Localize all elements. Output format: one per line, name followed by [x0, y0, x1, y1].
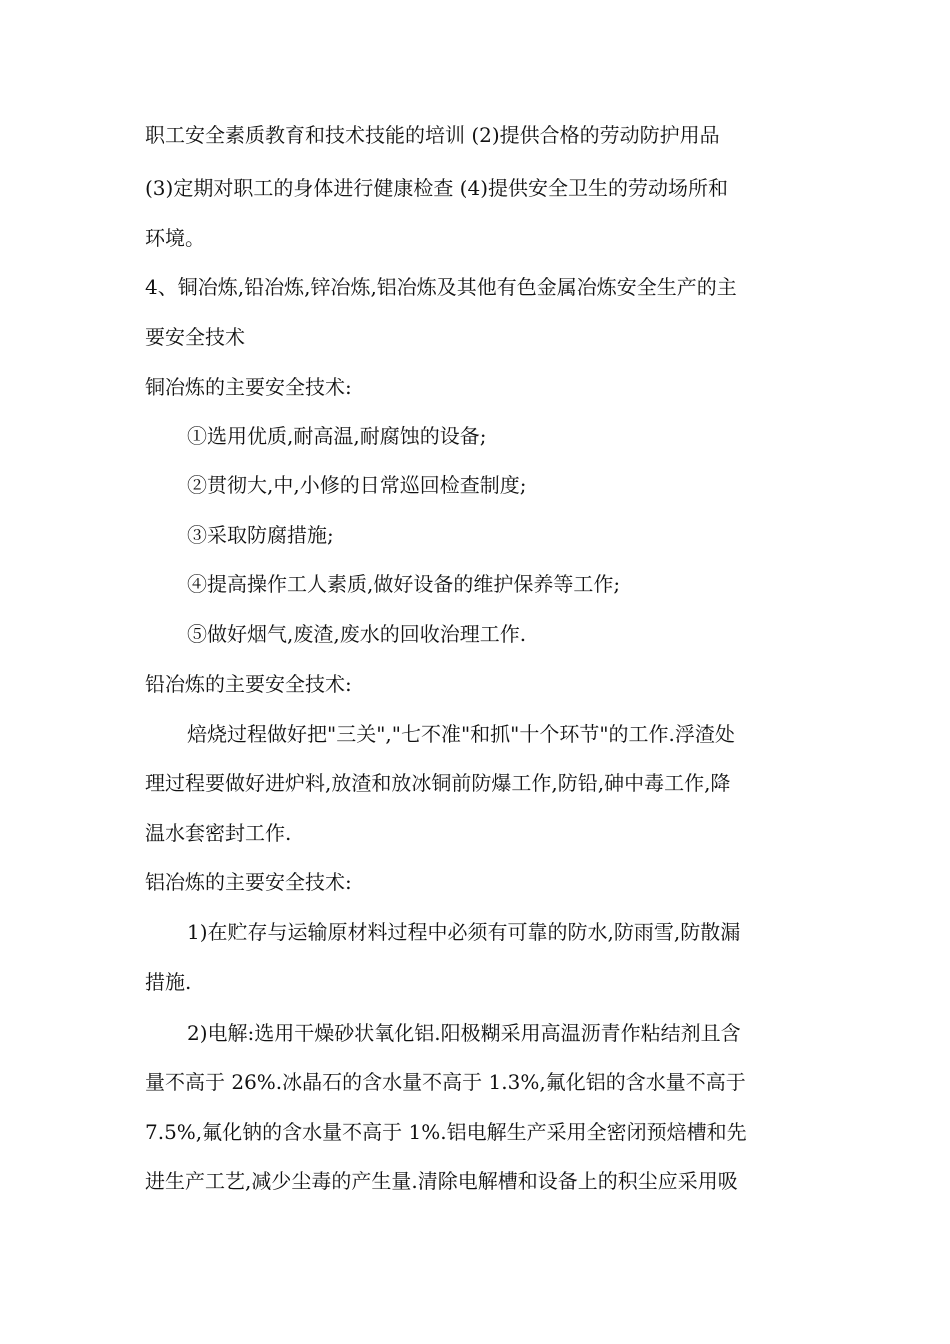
section-title-aluminum: 铝冶炼的主要安全技术:: [145, 870, 352, 894]
list-item: ③采取防腐措施;: [187, 523, 334, 547]
section-title-lead: 铅冶炼的主要安全技术:: [145, 672, 352, 696]
list-item: ②贯彻大,中,小修的日常巡回检查制度;: [187, 473, 527, 497]
text-line: 措施.: [145, 970, 192, 994]
section-title-copper: 铜冶炼的主要安全技术:: [145, 375, 352, 399]
text-line: 进生产工艺,减少尘毒的产生量.清除电解槽和设备上的积尘应采用吸: [145, 1169, 738, 1193]
text-line: 环境。: [145, 226, 205, 250]
heading-line: 4、铜冶炼,铅冶炼,锌冶炼,铝冶炼及其他有色金属冶炼安全生产的主: [145, 275, 737, 299]
text-line: (3)定期对职工的身体进行健康检查 (4)提供安全卫生的劳动场所和: [145, 176, 729, 200]
list-item: ④提高操作工人素质,做好设备的维护保养等工作;: [187, 572, 621, 596]
text-line: 焙烧过程做好把"三关","七不准"和抓"十个环节"的工作.浮渣处: [187, 722, 735, 746]
text-line: 2)电解:选用干燥砂状氧化铝.阳极糊采用高温沥青作粘结剂且含: [187, 1021, 741, 1045]
text-line: 温水套密封工作.: [145, 821, 292, 845]
text-line: 职工安全素质教育和技术技能的培训 (2)提供合格的劳动防护用品: [145, 123, 720, 147]
text-line: 7.5%,氟化钠的含水量不高于 1%.铝电解生产采用全密闭预焙槽和先: [145, 1120, 747, 1144]
heading-line: 要安全技术: [145, 325, 245, 349]
list-item: ①选用优质,耐高温,耐腐蚀的设备;: [187, 424, 487, 448]
text-line: 理过程要做好进炉料,放渣和放冰铜前防爆工作,防铅,砷中毒工作,降: [145, 771, 731, 795]
list-item: ⑤做好烟气,废渣,废水的回收治理工作.: [187, 622, 527, 646]
text-line: 1)在贮存与运输原材料过程中必须有可靠的防水,防雨雪,防散漏: [187, 920, 741, 944]
text-line: 量不高于 26%.冰晶石的含水量不高于 1.3%,氟化铝的含水量不高于: [145, 1070, 746, 1094]
